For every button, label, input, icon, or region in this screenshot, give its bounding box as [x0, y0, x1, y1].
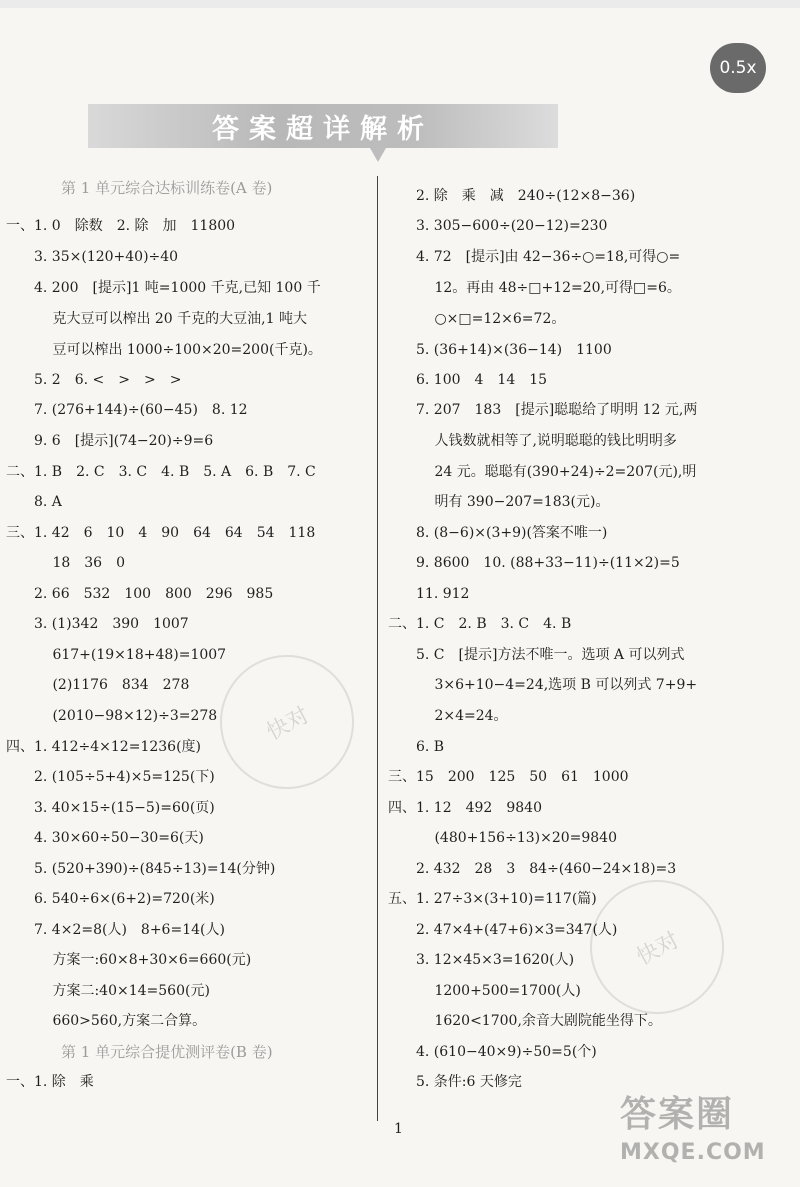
banner-pointer: [370, 148, 386, 162]
answer-line: ○×□=12×6=72。: [388, 311, 566, 327]
answer-line: 2. 66 532 100 800 296 985: [6, 586, 274, 602]
answer-line: 明有 390−207=183(元)。: [388, 494, 610, 510]
answer-line: 7. 4×2=8(人) 8+6=14(人): [6, 922, 225, 938]
answer-banner: [88, 104, 558, 148]
answer-line: 18 36 0: [6, 555, 125, 571]
watermark-stamp: 快对: [566, 856, 747, 1037]
answer-line: 6. 540÷6×(6+2)=720(米): [6, 891, 215, 907]
column-divider: [377, 176, 378, 1121]
answer-line: 四、1. 12 492 9840: [388, 800, 542, 816]
answer-line: 3. (1)342 390 1007: [6, 616, 189, 632]
answer-line: 3. 35×(120+40)÷40: [6, 249, 179, 265]
answer-line: 3. 12×45×3=1620(人): [388, 952, 575, 968]
answer-line: 7. (276+144)÷(60−45) 8. 12: [6, 402, 248, 418]
watermark-stamp: 快对: [196, 631, 377, 812]
answer-line: 方案一:60×8+30×6=660(元): [6, 952, 252, 968]
top-bar: [0, 0, 800, 8]
answer-line: 5. (36+14)×(36−14) 1100: [388, 342, 612, 358]
answer-line: 5. 条件:6 天修完: [388, 1074, 522, 1090]
answer-line: 四、1. 412÷4×12=1236(度): [6, 739, 201, 755]
page-number: 1: [394, 1121, 403, 1137]
answer-line: 7. 207 183 [提示]聪聪给了明明 12 元,两: [388, 402, 698, 418]
answer-line: 6. 100 4 14 15: [388, 372, 548, 388]
answer-line: (480+156÷13)×20=9840: [388, 830, 617, 846]
answer-line: 9. 8600 10. (88+33−11)÷(11×2)=5: [388, 555, 680, 571]
answer-line: 3. 40×15÷(15−5)=60(页): [6, 800, 215, 816]
answer-line: 克大豆可以榨出 20 千克的大豆油,1 吨大: [6, 311, 307, 327]
answer-line: 8. (8−6)×(3+9)(答案不唯一): [388, 525, 608, 541]
answer-line: 660>560,方案二合算。: [6, 1013, 207, 1029]
answer-line: 6. B: [388, 739, 445, 755]
answer-line: 二、1. C 2. B 3. C 4. B: [388, 616, 572, 632]
answer-line: 5. C [提示]方法不唯一。选项 A 可以列式: [388, 647, 685, 663]
section-title: 第 1 单元综合提优测评卷(B 卷): [61, 1043, 273, 1061]
logo-site-text: MXQE.COM: [620, 1140, 766, 1165]
answer-line: 方案二:40×14=560(元): [6, 983, 210, 999]
answer-line: 11. 912: [388, 586, 470, 602]
answer-line: 4. 72 [提示]由 42−36÷○=18,可得○=: [388, 249, 681, 265]
answer-line: 五、1. 27÷3×(3+10)=117(篇): [388, 891, 597, 907]
answer-line: 三、15 200 125 50 61 1000: [388, 769, 629, 785]
answer-line: 豆可以榨出 1000÷100×20=200(千克)。: [6, 342, 322, 358]
answer-line: 1200+500=1700(人): [388, 983, 581, 999]
answer-line: 3. 305−600÷(20−12)=230: [388, 218, 608, 234]
answer-line: 12。再由 48÷□+12=20,可得□=6。: [388, 280, 681, 296]
answer-line: 2. (105÷5+4)×5=125(下): [6, 769, 215, 785]
answer-line: 2. 除 乘 减 240÷(12×8−36): [388, 188, 636, 204]
answer-line: 人钱数就相等了,说明聪聪的钱比明明多: [388, 433, 677, 449]
answer-line: 5. 2 6. < > > >: [6, 372, 182, 388]
logo-main-text: 答案圈: [620, 1094, 735, 1135]
answer-line: 4. 30×60÷50−30=6(天): [6, 830, 204, 846]
answer-line: 9. 6 [提示](74−20)÷9=6: [6, 433, 214, 449]
answer-line: 2. 47×4+(47+6)×3=347(人): [388, 922, 618, 938]
answer-line: 三、1. 42 6 10 4 90 64 64 54 118: [6, 525, 316, 541]
answer-line: 一、1. 0 除数 2. 除 加 11800: [6, 218, 236, 234]
section-title: 第 1 单元综合达标训练卷(A 卷): [61, 179, 273, 197]
answer-line: (2010−98×12)÷3=278: [6, 708, 218, 724]
answer-line: 二、1. B 2. C 3. C 4. B 5. A 6. B 7. C: [6, 464, 316, 480]
answer-line: 3×6+10−4=24,选项 B 可以列式 7+9+: [388, 677, 698, 693]
answer-line: 8. A: [6, 494, 62, 510]
answer-line: 2×4=24。: [388, 708, 508, 724]
site-logo: [620, 1092, 790, 1182]
answer-line: 24 元。聪聪有(390+24)÷2=207(元),明: [388, 464, 697, 480]
answer-line: 1620<1700,余音大剧院能坐得下。: [388, 1013, 662, 1029]
answer-line: (2)1176 834 278: [6, 677, 190, 693]
answer-line: 一、1. 除 乘: [6, 1074, 94, 1090]
answer-line: 5. (520+390)÷(845÷13)=14(分钟): [6, 861, 276, 877]
banner-title: 答案超详解析: [212, 113, 434, 145]
answer-line: 4. (610−40×9)÷50=5(个): [388, 1044, 597, 1060]
answer-line: 2. 432 28 3 84÷(460−24×18)=3: [388, 861, 677, 877]
answer-line: 617+(19×18+48)=1007: [6, 647, 227, 663]
answer-line: 4. 200 [提示]1 吨=1000 千克,已知 100 千: [6, 280, 321, 296]
playback-speed-button[interactable]: 0.5x: [710, 43, 766, 93]
